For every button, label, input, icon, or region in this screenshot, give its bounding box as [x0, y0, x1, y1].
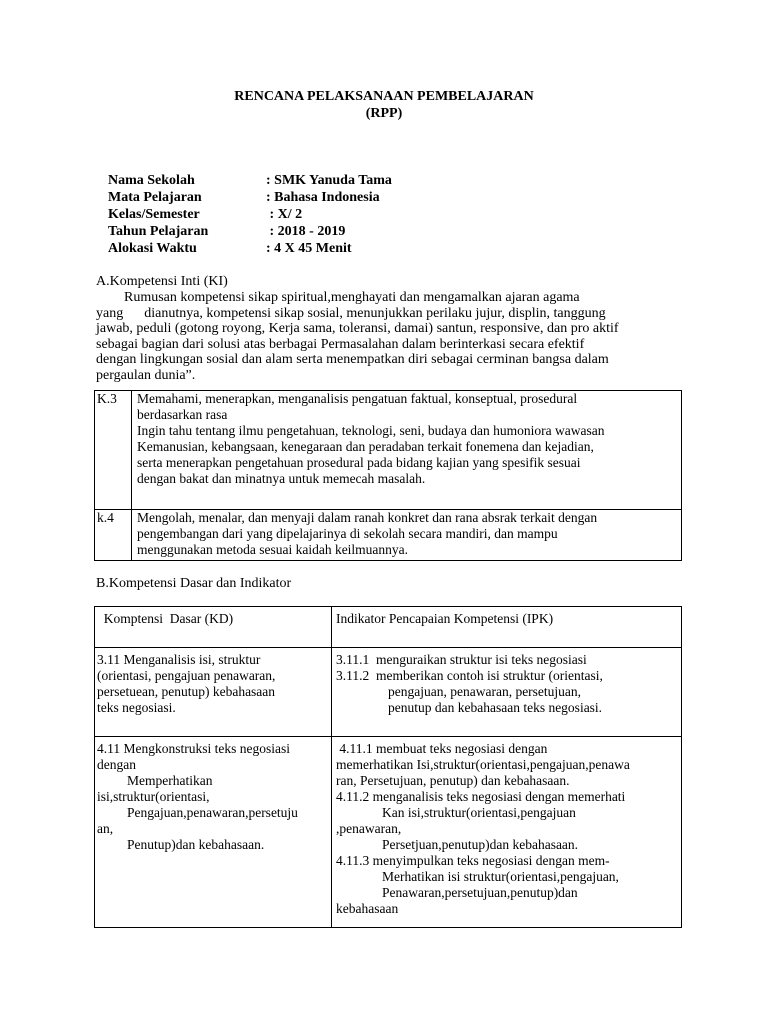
info-label: Mata Pelajaran: [108, 190, 202, 205]
ipk-line: ran, Persetujuan, penutup) dan kebahasaan.: [336, 773, 570, 788]
document-subtitle: (RPP): [365, 106, 403, 121]
kd-line: Pengajuan,penawaran,persetuju: [127, 805, 298, 820]
kd-line: (orientasi, pengajuan penawaran,: [97, 668, 276, 683]
ipk-line: kebahasaan: [336, 901, 399, 916]
kd-line: 4.11 Mengkonstruksi teks negosiasi: [97, 741, 290, 756]
kd-header-left: Komptensi Dasar (KD): [95, 607, 332, 648]
ipk-line: 4.11.3 menyimpulkan teks negosiasi dengan mem-: [336, 853, 610, 868]
ki-code: K.3: [95, 391, 132, 510]
ki-line: Ingin tahu tentang ilmu pengetahuan, teknologi, seni, budaya dan humoniora wawasan: [137, 423, 605, 438]
ki-description: [132, 510, 682, 561]
ipk-line: 4.11.1 membuat teks negosiasi dengan: [336, 741, 548, 756]
ipk-line: ,penawaran,: [336, 821, 402, 836]
info-label: Nama Sekolah: [108, 173, 195, 188]
info-row-class: [108, 206, 392, 223]
info-value: : SMK Yanuda Tama: [266, 173, 392, 188]
info-row-time: [108, 240, 392, 257]
paragraph-line: sebagai bagian dari solusi atas berbagai Permasalahan dalam berinterkasi secara efektif: [96, 336, 585, 352]
info-value: : Bahasa Indonesia: [266, 190, 380, 205]
info-row-school: [108, 172, 392, 189]
ipk-cell: [332, 648, 682, 737]
ki-line: serta menerapkan pengetahuan prosedural pada bidang kajian yang spesifik sesuai: [137, 455, 581, 470]
kd-table: [94, 606, 682, 928]
paragraph-line: Rumusan kompetensi sikap spiritual,menghayati dan mengamalkan ajaran agama: [124, 290, 580, 305]
info-value: : 4 X 45 Menit: [266, 241, 352, 256]
ki-row-k4: [95, 510, 682, 561]
info-value: : X/ 2: [266, 207, 303, 222]
info-label: Kelas/Semester: [108, 207, 200, 222]
kd-line: dengan: [97, 757, 136, 772]
paragraph-line: jawab, peduli (gotong royong, Kerja sama, toleransi, damai) santun, responsive, dan pro aktif: [96, 321, 619, 336]
ki-line: pengembangan dari yang dipelajarinya di sekolah secara mandiri, dan mampu: [137, 526, 558, 541]
kd-cell: [95, 648, 332, 737]
ki-line: Kemanusian, kebangsaan, kenegaraan dan peradaban terkait fonemena dan kejadian,: [137, 439, 594, 454]
ki-table: [94, 390, 682, 561]
ki-line: menggunakan metoda sesuai kaidah keilmuannya.: [137, 542, 409, 557]
kd-line: persetuean, penutup) kebahasaan: [97, 684, 276, 699]
kd-cell: [95, 737, 332, 928]
info-row-year: [108, 223, 392, 240]
kd-header-right: Indikator Pencapaian Kompetensi (IPK): [332, 607, 682, 648]
ki-line: dengan bakat dan minatnya untuk memecah masalah.: [137, 471, 426, 486]
ipk-line: penutup dan kebahasaan teks negosiasi.: [388, 700, 603, 715]
kd-line: Penutup)dan kebahasaan.: [127, 837, 265, 852]
ipk-line: memerhatikan Isi,struktur(orientasi,pengajuan,penawa: [336, 757, 630, 772]
ipk-line: 3.11.1 menguraikan struktur isi teks negosiasi: [336, 652, 587, 667]
ki-paragraph: [96, 290, 674, 383]
info-row-subject: [108, 189, 392, 206]
section-b-heading: B.Kompetensi Dasar dan Indikator: [96, 576, 292, 591]
kd-line: Memperhatikan: [127, 773, 213, 788]
ipk-line: 4.11.2 menganalisis teks negosiasi dengan memerhati: [336, 789, 626, 804]
info-value: : 2018 - 2019: [266, 224, 346, 239]
kd-line: an,: [97, 821, 114, 836]
ipk-line: Merhatikan isi struktur(orientasi,pengajuan,: [382, 869, 619, 884]
ki-line: Mengolah, menalar, dan menyaji dalam ranah konkret dan rana absrak terkait dengan: [137, 510, 598, 525]
kd-row-411: [95, 737, 682, 928]
info-label: Alokasi Waktu: [108, 241, 197, 256]
ki-line: Memahami, menerapkan, menganalisis pengatuan faktual, konseptual, prosedural: [137, 391, 578, 406]
kd-row-311: [95, 648, 682, 737]
kd-line: teks negosiasi.: [97, 700, 176, 715]
document-title: RENCANA PELAKSANAAN PEMBELAJARAN: [234, 89, 534, 104]
school-info: [108, 172, 392, 257]
kd-line: 3.11 Menganalisis isi, struktur: [97, 652, 261, 667]
kd-line: isi,struktur(orientasi,: [97, 789, 210, 804]
paragraph-line: yang dianutnya, kompetensi sikap sosial, menunjukkan perilaku jujur, displin, tanggung: [96, 305, 606, 321]
ipk-line: 3.11.2 memberikan contoh isi struktur (orientasi,: [336, 668, 603, 683]
ipk-line: Persetjuan,penutup)dan kebahasaan.: [382, 837, 579, 852]
ki-description: [132, 391, 682, 510]
ipk-line: Penawaran,persetujuan,penutup)dan: [382, 885, 578, 900]
info-label: Tahun Pelajaran: [108, 224, 209, 239]
ipk-line: Kan isi,struktur(orientasi,pengajuan: [382, 805, 576, 820]
ki-line: berdasarkan rasa: [137, 407, 228, 422]
paragraph-line: dengan lingkungan sosial dan alam serta menempatkan diri sebagai cerminan bangsa dalam: [96, 352, 609, 367]
kd-header-row: [95, 607, 682, 648]
ipk-cell: [332, 737, 682, 928]
ki-row-k3: [95, 391, 682, 510]
ki-code: k.4: [95, 510, 132, 561]
ipk-line: pengajuan, penawaran, persetujuan,: [388, 684, 582, 699]
paragraph-line: pergaulan dunia”.: [96, 367, 196, 383]
section-a-heading: A.Kompetensi Inti (KI): [96, 274, 228, 289]
